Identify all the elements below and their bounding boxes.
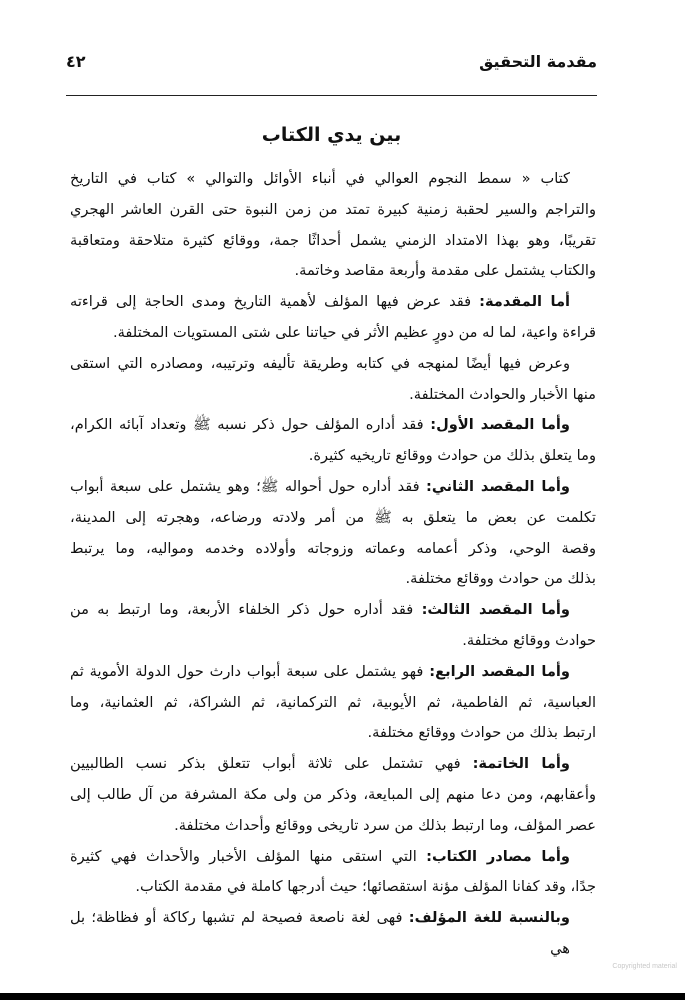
text-line <box>70 780 596 811</box>
text-line <box>70 226 596 257</box>
paragraph-lead: وأما مصادر الكتاب: <box>426 847 570 865</box>
text-line <box>70 657 596 688</box>
line-text: وما يتعلق بذلك من حوادث ووقائع تاريخيه كثيرة. <box>308 447 596 465</box>
text-line <box>70 287 596 318</box>
line-text: منها الأخبار والحوادث المختلفة. <box>409 385 596 403</box>
text-line <box>70 749 596 780</box>
text-line <box>70 164 596 195</box>
text-line <box>70 626 596 657</box>
body-text <box>70 164 596 957</box>
text-line <box>70 503 596 534</box>
text-line <box>70 318 596 349</box>
line-text: والتراجم والسير لحقبة زمنية كبيرة تمتد من زمن النبوة حتى القرن العاشر الهجري <box>70 200 596 218</box>
line-text: جدًا، وقد كفانا المؤلف مؤنة استقصائها؛ حيث أدرجها كاملة في مقدمة الكتاب. <box>135 878 596 896</box>
paragraph-lead: وأما المقصد الثاني: <box>426 477 570 495</box>
text-line <box>70 718 596 749</box>
line-text: فقد أداره حول ذكر الخلفاء الأربعة، وما ارتبط به من <box>70 601 422 619</box>
watermark: Copyrighted material <box>612 963 677 970</box>
paragraph-lead: وبالنسبة للغة المؤلف: <box>408 909 570 927</box>
paragraph-lead: وأما المقصد الرابع: <box>429 662 570 680</box>
line-text: تقريبًا، وهو بهذا الامتداد الزمني يشمل أحداثًا جمة، ووقائع كثيرة متلاحقة ومتعاقبة <box>70 231 596 249</box>
line-text: تكلمت عن بعض ما يتعلق به ﷺ من أمر ولادته ورضاعه، وهجرته إلى المدينة، <box>70 508 596 526</box>
line-text: فهى لغة ناصعة فصيحة لم تشبها ركاكة أو فظاظة؛ بل هي <box>70 909 570 957</box>
text-line <box>70 441 596 472</box>
line-text: فهي تشتمل على ثلاثة أبواب تتعلق بذكر نسب الطالبيين <box>70 755 473 773</box>
text-line <box>70 811 596 842</box>
text-line <box>70 534 596 565</box>
text-line <box>70 380 596 411</box>
text-line <box>70 842 596 873</box>
text-line <box>70 595 596 626</box>
page-number: ٤٢ <box>66 51 86 71</box>
line-text: قراءة واعية، لما له من دورٍ عظيم الأثر في حياتنا على شتى المستويات المختلفة. <box>112 323 596 341</box>
text-line <box>70 903 596 957</box>
line-text: فقد أداره حول أحواله ﷺ؛ وهو يشتمل على سبعة أبواب <box>70 477 427 495</box>
paragraph-lead: وأما الخاتمة: <box>472 755 570 773</box>
text-line <box>70 410 596 441</box>
text-line <box>70 472 596 503</box>
line-text: عصر المؤلف، وما ارتبط بذلك من سرد تاريخى ووقائع وأحداث مختلفة. <box>174 816 596 834</box>
line-text: التي استقى منها المؤلف الأخبار والأحداث فهي كثيرة <box>70 847 427 865</box>
text-line <box>70 564 596 595</box>
bottom-bar <box>0 993 685 1000</box>
running-title: مقدمة التحقيق <box>479 51 597 71</box>
line-text: فهو يشتمل على سبعة أبواب دارث حول الدولة الأموية ثم <box>70 662 430 680</box>
line-text: العباسية، ثم الفاطمية، ثم الأيوبية، ثم التركمانية، ثم الشراكة، ثم العثمانية، وما <box>70 693 596 711</box>
section-title: بين يدي الكتاب <box>261 124 402 146</box>
paragraph-lead: وأما المقصد الأول: <box>430 416 570 434</box>
page-header <box>66 46 597 76</box>
line-text: وأعقابهم، ومن دعا منهم إلى المبايعة، وذكر من ولى مكة المشرفة من آل طالب إلى <box>70 785 596 803</box>
paragraph-lead: أما المقدمة: <box>479 293 570 311</box>
line-text: وقصة الوحي، وذكر أعمامه وعماته وزوجاته وأولاده وخدمه ومواليه، وما يرتبط <box>70 539 596 557</box>
text-line <box>70 195 596 226</box>
line-text: كتاب « سمط النجوم العوالي في أنباء الأوائل والتوالي » كتاب في التاريخ <box>70 170 570 187</box>
text-line <box>70 256 596 287</box>
text-line <box>70 688 596 719</box>
header-rule <box>66 95 597 96</box>
text-line <box>70 349 596 380</box>
line-text: والكتاب يشتمل على مقدمة وأربعة مقاصد وخاتمة. <box>294 262 596 280</box>
line-text: ارتبط بذلك من حوادث ووقائع مختلفة. <box>367 724 596 742</box>
line-text: فقد أداره المؤلف حول ذكر نسبه ﷺ وتعداد آبائه الكرام، <box>70 416 431 434</box>
line-text: فقد عرض فيها المؤلف لأهمية التاريخ ومدى الحاجة إلى قراءته <box>70 293 480 311</box>
line-text: حوادث ووقائع مختلفة. <box>462 631 596 649</box>
paragraph-lead: وأما المقصد الثالث: <box>421 601 571 619</box>
line-text: وعرض فيها أيضًا لمنهجه في كتابه وطريقة تأليفه وترتيبه، ومصادره التي استقى <box>70 354 570 372</box>
text-line <box>70 872 596 903</box>
line-text: بذلك من حوادث ووقائع مختلفة. <box>405 570 596 588</box>
